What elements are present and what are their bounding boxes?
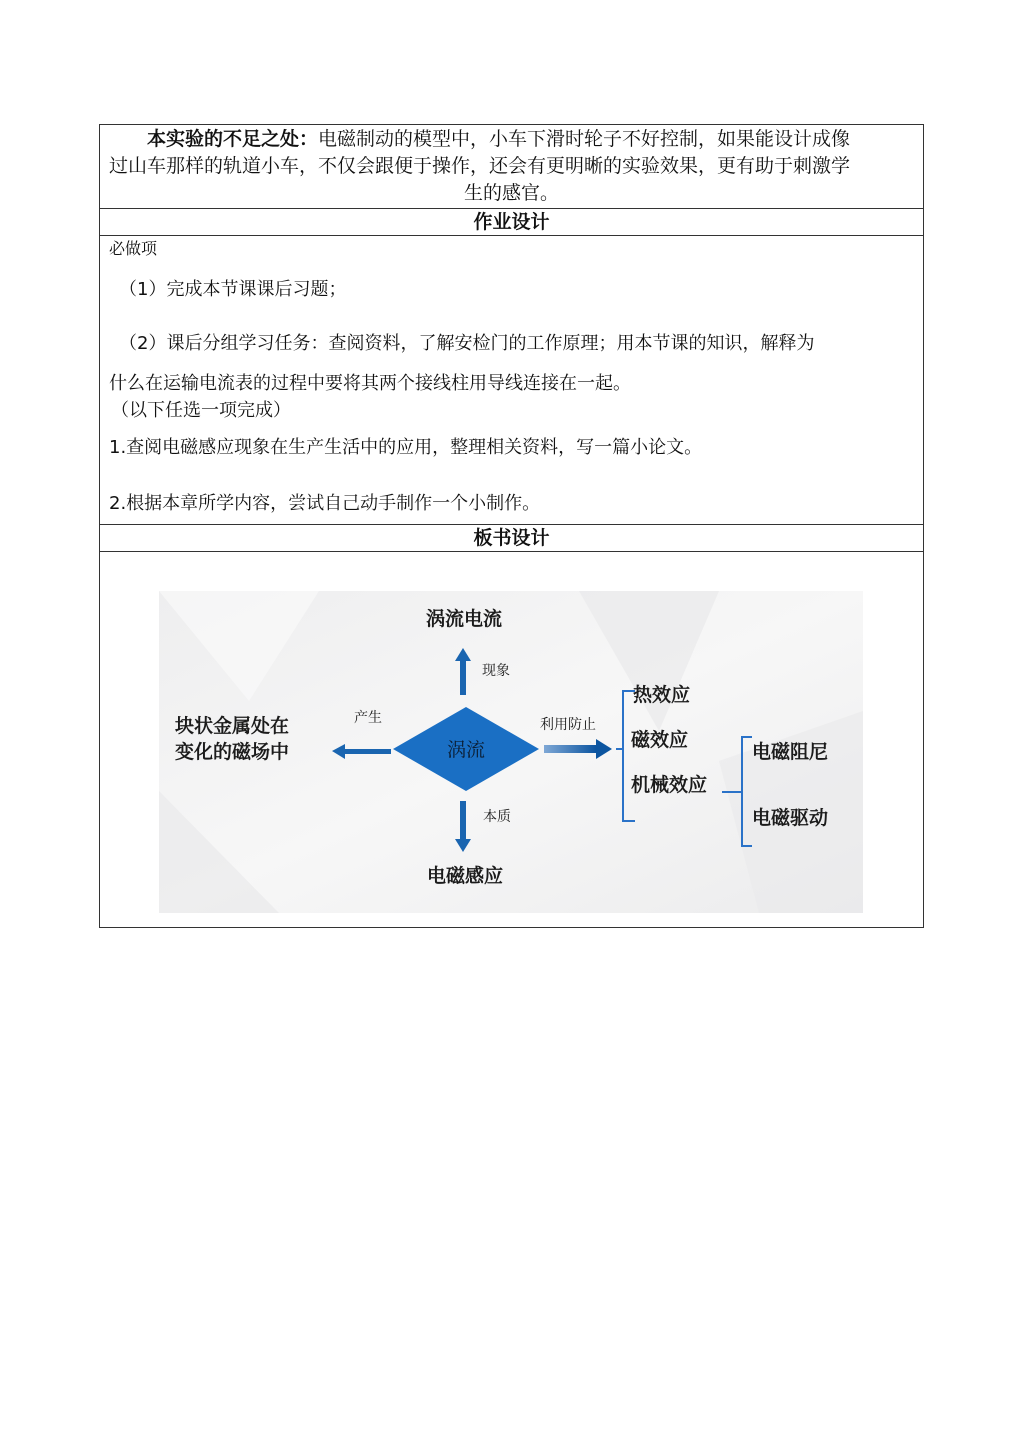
lesson-table xyxy=(99,124,924,928)
shortcomings-text-line3: 生的感官。 xyxy=(463,182,559,204)
bottom-label: 电磁感应 xyxy=(427,865,504,887)
shortcomings-text-line2: 过山车那样的轨道小车，不仅会跟便于操作，还会有更明晰的实验效果，更有助于刺激学 xyxy=(109,155,851,177)
bottom-arrow-label: 本质 xyxy=(483,809,511,825)
must-do-label: 必做项 xyxy=(109,239,158,258)
top-arrow-label: 现象 xyxy=(482,663,510,679)
optional-item-1: 1.查阅电磁感应现象在生产生活中的应用，整理相关资料，写一篇小论文。 xyxy=(109,437,703,458)
board-diagram xyxy=(159,591,863,913)
homework-cell xyxy=(100,236,924,525)
center-label: 涡流 xyxy=(446,739,486,761)
shortcomings-cell xyxy=(100,125,924,209)
optional-note: （以下任选一项完成） xyxy=(111,400,291,421)
homework-heading: 作业设计 xyxy=(100,209,924,236)
left-label-line1: 块状金属处在 xyxy=(175,715,290,737)
mech-effect-label-2: 电磁驱动 xyxy=(752,807,829,829)
effect-label-2: 磁效应 xyxy=(631,729,689,751)
top-label: 涡流电流 xyxy=(426,608,503,630)
left-label-line2: 变化的磁场中 xyxy=(175,741,290,763)
shortcomings-label: 本实验的不足之处： xyxy=(147,128,319,150)
right-arrow-label: 利用防止 xyxy=(540,717,596,733)
effect-label-3: 机械效应 xyxy=(631,774,708,796)
board-cell xyxy=(100,552,924,928)
left-arrow-label: 产生 xyxy=(354,710,382,726)
up-arrow-shaft xyxy=(460,661,466,695)
down-arrow-shaft xyxy=(460,801,466,839)
effect-label-1: 热效应 xyxy=(633,684,691,706)
left-arrow-shaft xyxy=(345,749,391,754)
homework-item-2-line2: 什么在运输电流表的过程中要将其两个接线柱用导线连接在一起。 xyxy=(109,373,631,394)
homework-item-2-line1: （2）课后分组学习任务：查阅资料，了解安检门的工作原理；用本节课的知识，解释为 xyxy=(119,333,815,354)
homework-item-1: （1）完成本节课课后习题； xyxy=(119,279,347,300)
mech-effect-label-1: 电磁阻尼 xyxy=(752,741,829,763)
shortcomings-text-line1: 电磁制动的模型中，小车下滑时轮子不好控制，如果能设计成像 xyxy=(318,128,851,150)
optional-item-2: 2.根据本章所学内容，尝试自己动手制作一个小制作。 xyxy=(109,493,541,514)
board-heading: 板书设计 xyxy=(100,525,924,552)
right-arrow-shaft xyxy=(544,745,596,753)
